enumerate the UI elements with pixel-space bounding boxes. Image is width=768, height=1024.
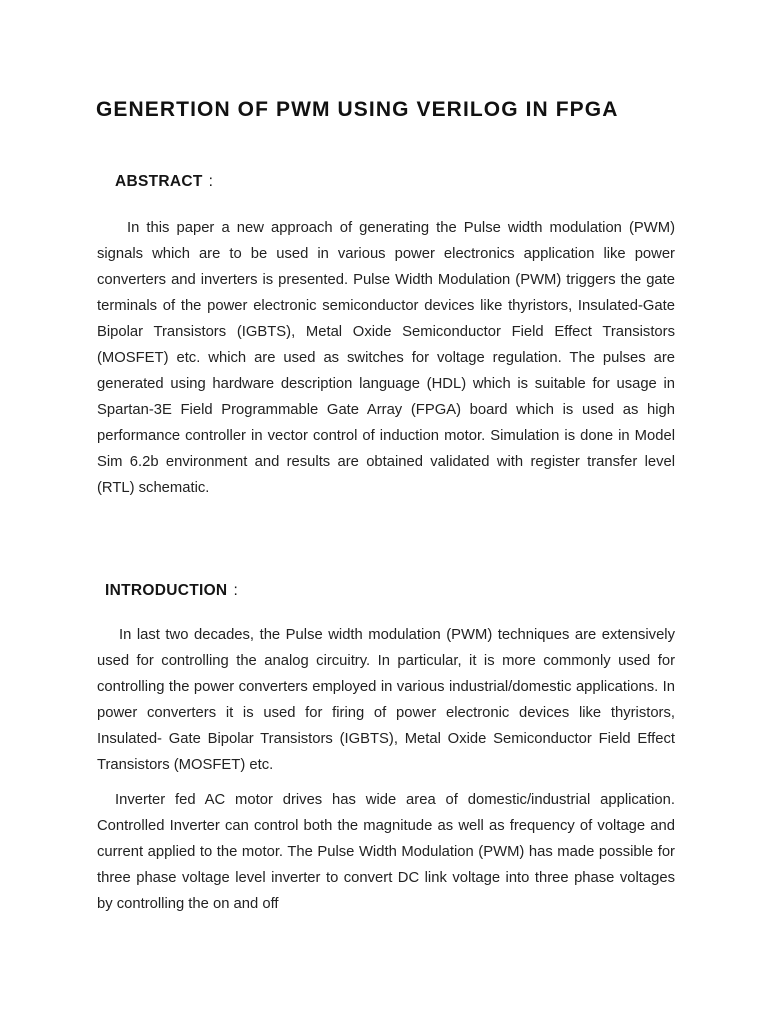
introduction-heading-label: INTRODUCTION xyxy=(105,582,228,599)
abstract-heading-colon: : xyxy=(208,173,214,190)
abstract-heading-label: ABSTRACT xyxy=(115,173,203,190)
abstract-heading xyxy=(115,173,213,191)
paper-title: GENERTION OF PWM USING VERILOG IN FPGA xyxy=(96,98,619,121)
introduction-paragraph-1: In last two decades, the Pulse width modulation (PWM) techniques are extensively used for controlling the analog circuitry. In particular, it is more commonly used for controlling the power converters employed in various industrial/domestic applications. In power converters it is used for firing of power electronic devices like thyristors, Insulated- Gate Bipolar Transistors (IGBTS), Metal Oxide Semiconductor Field Effect Transistors (MOSFET) etc. xyxy=(97,627,675,773)
introduction-heading-colon: : xyxy=(233,582,239,599)
abstract-paragraph: In this paper a new approach of generating the Pulse width modulation (PWM) signals which are to be used in various power electronics application like power converters and inverters is presented. Pulse Width Modulation (PWM) triggers the gate terminals of the power electronic semiconductor devices like thyristors, Insulated-Gate Bipolar Transistors (IGBTS), Metal Oxide Semiconductor Field Effect Transistors (MOSFET) etc. which are used as switches for voltage regulation. The pulses are generated using hardware description language (HDL) which is suitable for usage in Spartan-3E Field Programmable Gate Array (FPGA) board which is used as high performance controller in vector control of induction motor. Simulation is done in Model Sim 6.2b environment and results are obtained validated with register transfer level (RTL) schematic. xyxy=(97,220,675,496)
introduction-paragraph-2: Inverter fed AC motor drives has wide area of domestic/industrial application. Controlled Inverter can control both the magnitude as well as frequency of voltage and current applied to the motor. The Pulse Width Modulation (PWM) has made possible for three phase voltage level inverter to convert DC link voltage into three phase voltages by controlling the on and off xyxy=(97,792,675,912)
introduction-heading xyxy=(105,582,238,600)
